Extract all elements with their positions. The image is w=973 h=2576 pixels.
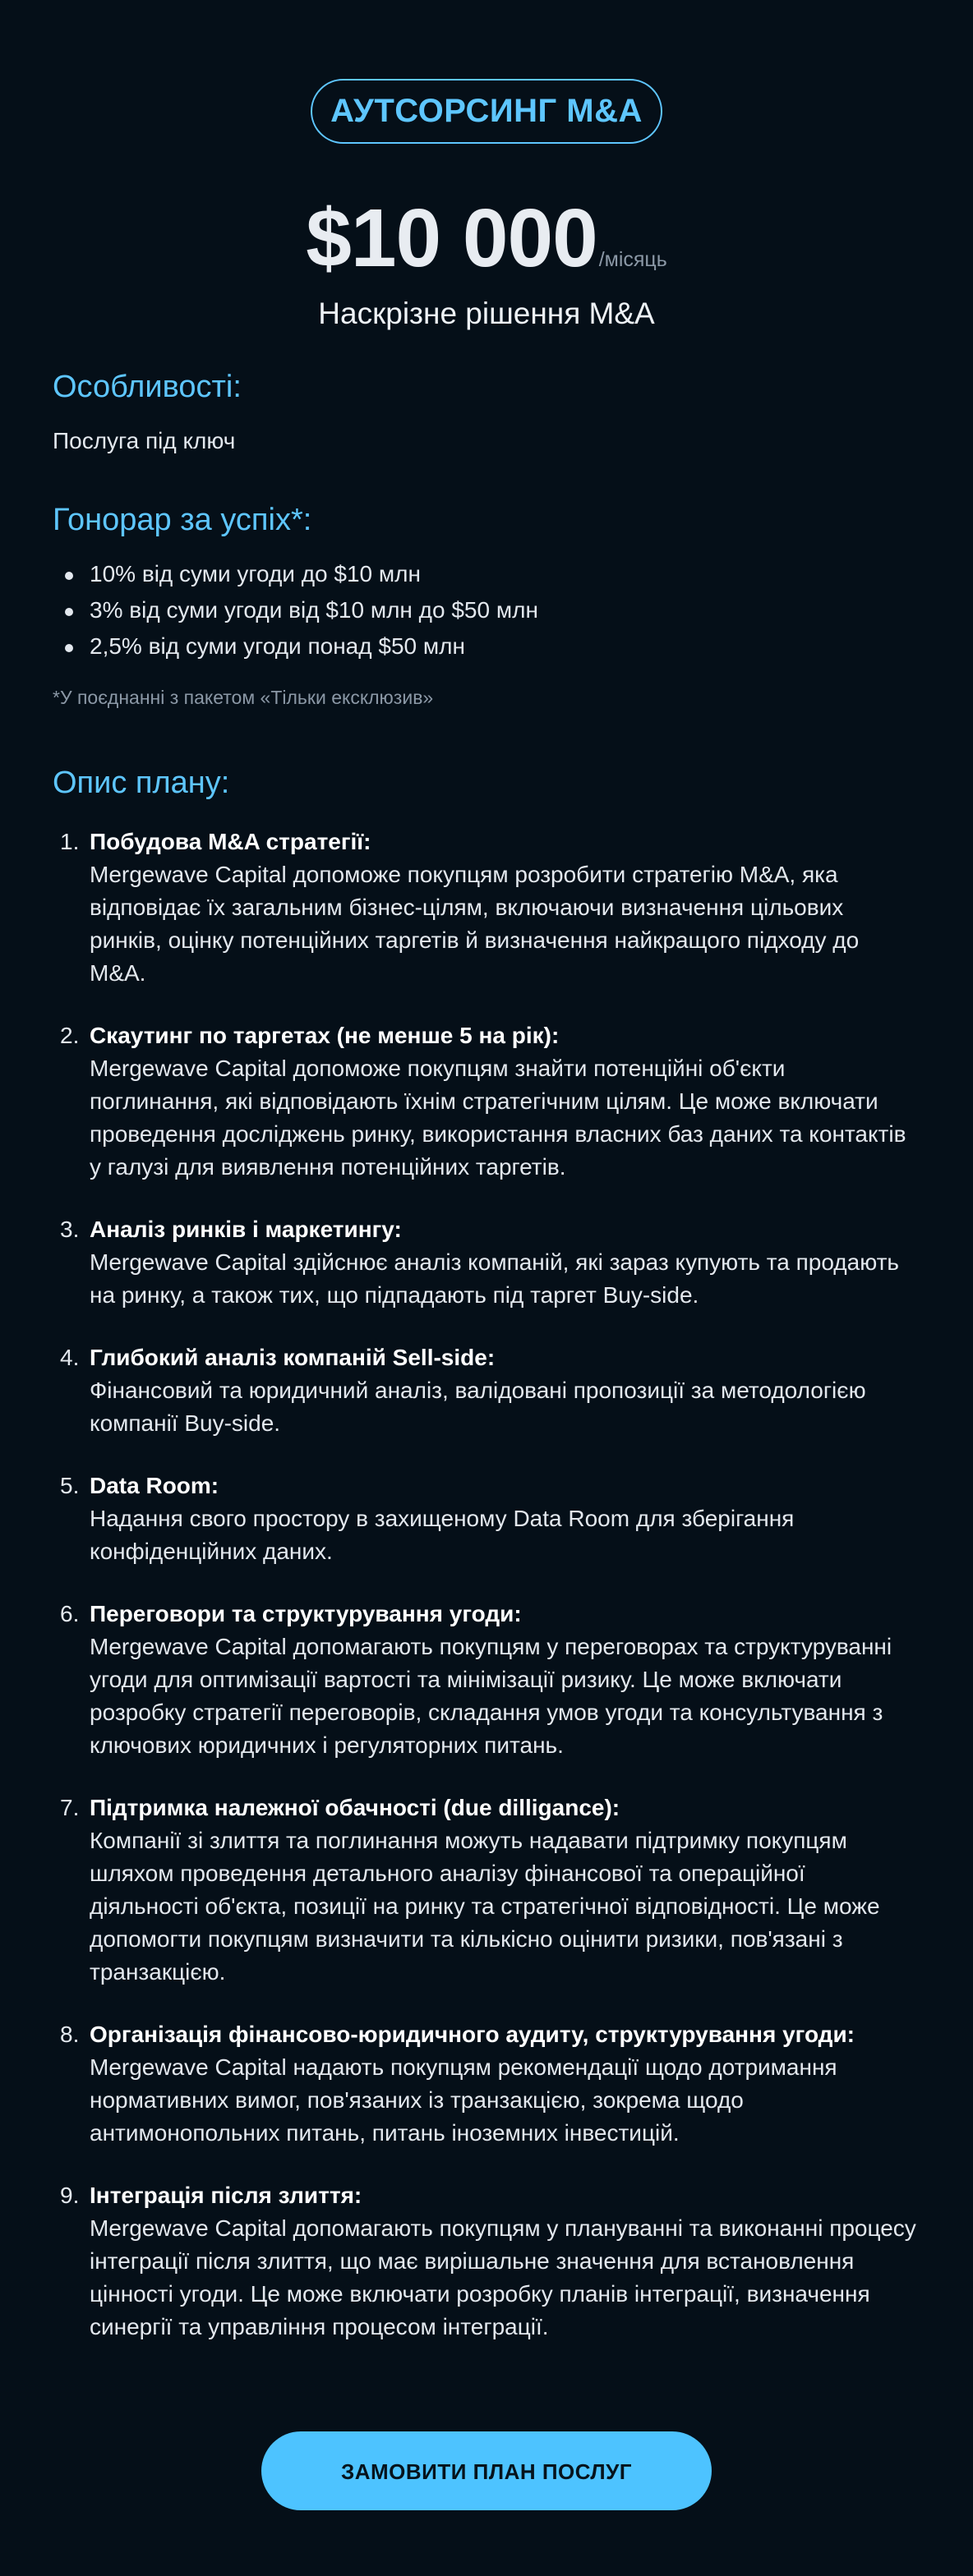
plan-subtitle: Наскрізне рішення M&A xyxy=(318,297,655,330)
item-number: 3. xyxy=(60,1217,80,1242)
fee-item-text: 3% від суми угоди від $10 млн до $50 млн xyxy=(90,597,538,623)
item-number: 4. xyxy=(60,1345,80,1370)
item-title: Підтримка належної обачності (due dilligance): xyxy=(90,1795,620,1820)
item-text: Mergewave Capital допоможе покупцям розробити стратегію M&A, яка відповідає їх загальним бізнес-цілям, включаючи визначення цільових ринків, оцінку потенційних таргетів й визначення найкращого підходу до M&A. xyxy=(90,862,860,986)
list-item xyxy=(53,1341,920,1440)
features-text: Послуга під ключ xyxy=(53,428,236,453)
item-number: 5. xyxy=(60,1473,80,1498)
success-fee-list xyxy=(53,556,920,665)
features-heading: Особливості: xyxy=(53,370,242,404)
fee-item-text: 10% від суми угоди до $10 млн xyxy=(90,561,421,586)
price-row xyxy=(53,192,920,284)
list-item xyxy=(53,1470,920,1568)
item-title: Аналіз ринків і маркетингу: xyxy=(90,1217,402,1242)
list-item xyxy=(53,826,920,990)
item-text: Mergewave Capital допомагають покупцям у переговорах та структуруванні угоди для оптимізації вартості та мінімізації ризику. Це може включати розробку стратегії переговорів, складання умов угоди та консультування з ключових юридичних і регуляторних питань. xyxy=(90,1634,892,1758)
item-text: Mergewave Capital допоможе покупцям знайти потенційні об'єкти поглинання, які відповідають їхнім стратегічним цілям. Це може включати проведення досліджень ринку, використання власних баз даних та контактів у галузі для виявлення потенційних таргетів. xyxy=(90,1056,906,1180)
list-item xyxy=(53,1019,920,1184)
plan-badge-wrap xyxy=(53,0,920,144)
features-section xyxy=(53,367,920,458)
item-text: Mergewave Capital здійснює аналіз компаній, які зараз купують та продають на ринку, а також тих, що підпадають під таргет Buy-side. xyxy=(90,1249,900,1308)
success-fee-section xyxy=(53,500,920,711)
item-title: Побудова M&A стратегії: xyxy=(90,829,371,854)
cta-wrap xyxy=(0,2431,973,2510)
item-number: 1. xyxy=(60,829,80,854)
price-period: /місяць xyxy=(598,248,667,271)
plan-badge: АУТСОРСИНГ M&A xyxy=(311,79,662,144)
item-title: Організація фінансово-юридичного аудиту, структурування угоди: xyxy=(90,2022,855,2047)
item-title: Скаутинг по таргетах (не менше 5 на рік): xyxy=(90,1023,560,1048)
plan-price: $10 000 xyxy=(306,192,597,284)
item-number: 2. xyxy=(60,1023,80,1048)
item-text: Фінансовий та юридичний аналіз, валідовані пропозиції за методологією компанії Buy-side. xyxy=(90,1378,866,1436)
plan-description-list xyxy=(53,826,920,2344)
item-title: Глибокий аналіз компаній Sell-side: xyxy=(90,1345,496,1370)
item-title: Інтеграція після злиття: xyxy=(90,2183,362,2208)
list-item xyxy=(90,556,920,592)
success-fee-heading: Гонорар за успіх*: xyxy=(53,503,312,537)
list-item xyxy=(90,592,920,628)
bullet-icon xyxy=(65,608,73,616)
item-text: Mergewave Capital допомагають покупцям у плануванні та виконанні процесу інтеграції після злиття, що має вирішальне значення для встановлення цінності угоди. Це може включати розробку планів інтеграції, визначення синергії та управління процесом інтеграції. xyxy=(90,2215,916,2339)
list-item xyxy=(53,1792,920,1989)
list-item xyxy=(53,1213,920,1312)
fee-footnote: *У поєднанні з пакетом «Тільки ексклюзив» xyxy=(53,687,434,708)
item-text: Надання свого простору в захищеному Data Room для зберігання конфіденційних даних. xyxy=(90,1506,795,1564)
order-plan-button[interactable]: ЗАМОВИТИ ПЛАН ПОСЛУГ xyxy=(261,2431,712,2510)
bullet-icon xyxy=(65,644,73,652)
list-item xyxy=(53,2018,920,2150)
list-item xyxy=(53,2179,920,2344)
item-text: Компанії зі злиття та поглинання можуть надавати підтримку покупцям шляхом проведення детального аналізу фінансової та операційної діяльності об'єкта, позиції на ринку та стратегічної відповідності. Це може допомогти покупцям визначити та кількісно оцінити ризики, пов'язані з транзакцією. xyxy=(90,1828,880,1985)
list-item xyxy=(53,1598,920,1762)
item-number: 6. xyxy=(60,1601,80,1626)
item-title: Data Room: xyxy=(90,1473,219,1498)
item-text: Mergewave Capital надають покупцям рекомендації щодо дотримання нормативних вимог, пов'язаних із транзакцією, зокрема щодо антимонопольних питань, питань іноземних інвестицій. xyxy=(90,2054,837,2146)
list-item xyxy=(90,628,920,665)
fee-item-text: 2,5% від суми угоди понад $50 млн xyxy=(90,633,465,659)
item-number: 7. xyxy=(60,1795,80,1820)
plan-description-heading: Опис плану: xyxy=(53,766,230,800)
item-title: Переговори та структурування угоди: xyxy=(90,1601,522,1626)
plan-description-section xyxy=(53,763,920,2344)
item-number: 9. xyxy=(60,2183,80,2208)
bullet-icon xyxy=(65,572,73,580)
item-number: 8. xyxy=(60,2022,80,2047)
